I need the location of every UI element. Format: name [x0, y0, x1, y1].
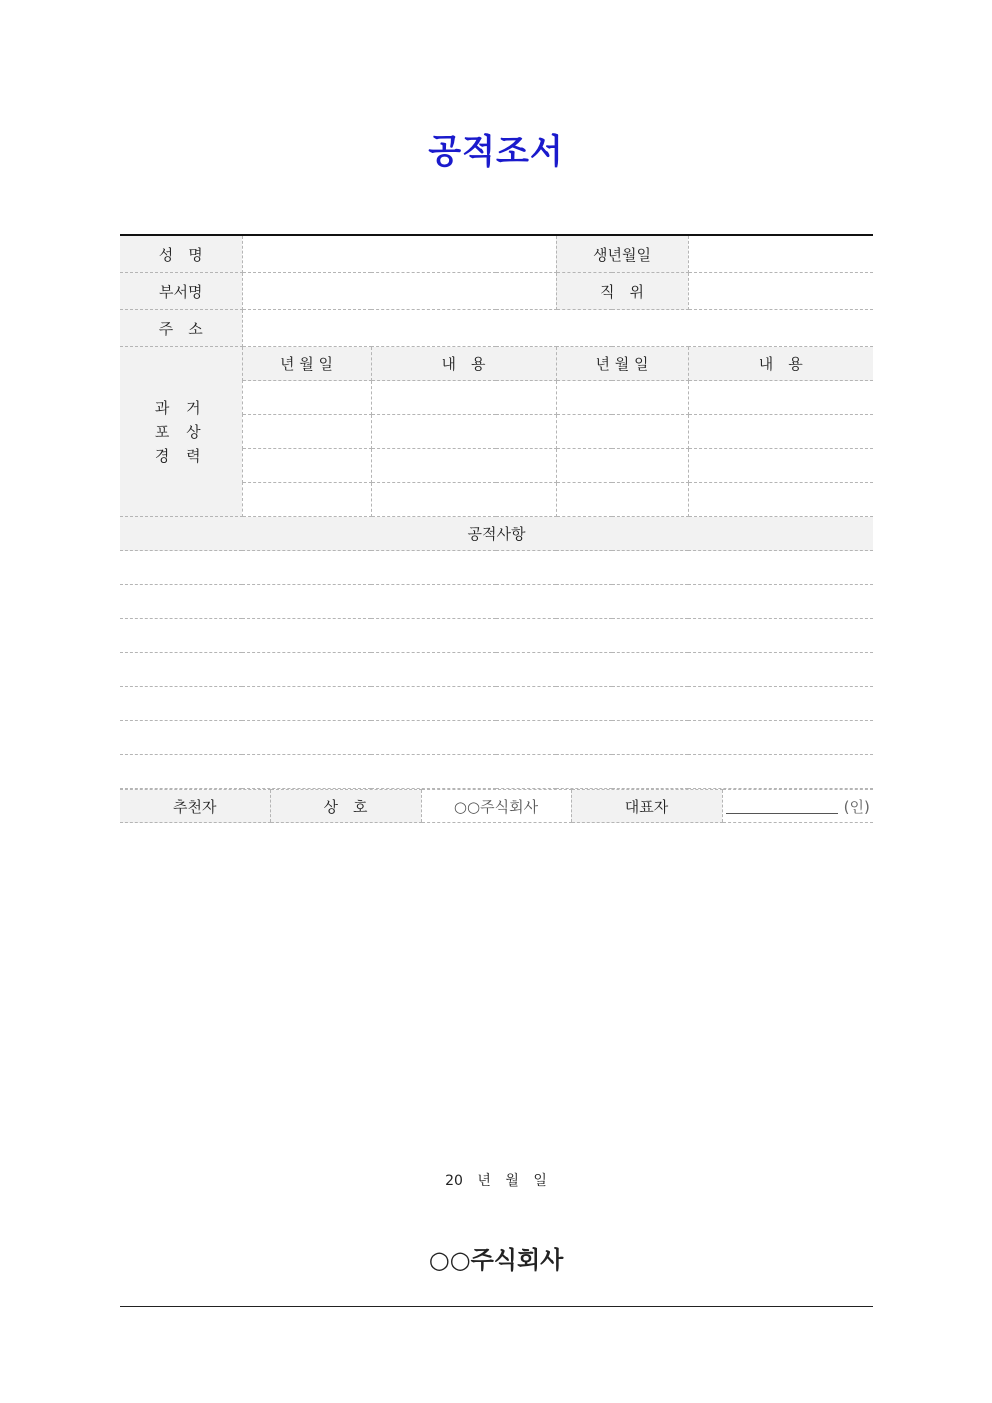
award-content-header: 내 용	[371, 347, 556, 381]
award-content-cell[interactable]	[688, 415, 873, 449]
award-date-cell[interactable]	[556, 483, 688, 517]
award-content-cell[interactable]	[688, 483, 873, 517]
merit-row[interactable]	[120, 687, 873, 721]
merit-header: 공적사항	[120, 517, 873, 551]
award-date-cell[interactable]	[556, 381, 688, 415]
award-label-line: 과 거	[154, 398, 207, 417]
position-label: 직 위	[556, 273, 688, 310]
merit-row[interactable]	[120, 755, 873, 789]
award-content-cell[interactable]	[371, 415, 556, 449]
representative-label: 대표자	[571, 790, 722, 823]
name-label: 성 명	[120, 235, 242, 273]
award-label-line: 경 력	[154, 446, 207, 465]
award-date-cell[interactable]	[556, 415, 688, 449]
merit-row[interactable]	[120, 619, 873, 653]
award-date-cell[interactable]	[242, 449, 371, 483]
birth-field[interactable]	[688, 235, 873, 273]
award-date-cell[interactable]	[242, 483, 371, 517]
birth-label: 생년월일	[556, 235, 688, 273]
award-content-cell[interactable]	[688, 381, 873, 415]
award-content-cell[interactable]	[371, 449, 556, 483]
award-content-header: 내 용	[688, 347, 873, 381]
award-date-cell[interactable]	[556, 449, 688, 483]
bottom-rule	[120, 1306, 873, 1307]
award-date-cell[interactable]	[242, 381, 371, 415]
dept-label: 부서명	[120, 273, 242, 310]
company-name-value[interactable]: ○○주식회사	[421, 790, 571, 823]
award-date-header: 년 월 일	[242, 347, 371, 381]
award-content-cell[interactable]	[688, 449, 873, 483]
company-footer: ○○주식회사	[428, 1246, 564, 1274]
award-label-line: 포 상	[154, 422, 207, 441]
award-content-cell[interactable]	[371, 381, 556, 415]
dept-field[interactable]	[242, 273, 556, 310]
date-line: 20 년 월 일	[445, 1173, 547, 1189]
recommender-label: 추천자	[120, 790, 270, 823]
merit-row[interactable]	[120, 585, 873, 619]
address-label: 주 소	[120, 310, 242, 347]
document-title: 공적조서	[428, 132, 564, 172]
signature-line[interactable]	[726, 799, 838, 814]
merit-row[interactable]	[120, 551, 873, 585]
merit-form-table	[120, 234, 873, 789]
representative-field[interactable]	[722, 790, 873, 823]
merit-row[interactable]	[120, 653, 873, 687]
recommender-table	[120, 789, 873, 823]
award-date-header: 년 월 일	[556, 347, 688, 381]
position-field[interactable]	[688, 273, 873, 310]
address-field[interactable]	[242, 310, 873, 347]
award-history-label	[120, 347, 242, 517]
name-field[interactable]	[242, 235, 556, 273]
award-content-cell[interactable]	[371, 483, 556, 517]
award-date-cell[interactable]	[242, 415, 371, 449]
seal-mark: (인)	[843, 797, 870, 816]
merit-row[interactable]	[120, 721, 873, 755]
company-name-label: 상 호	[270, 790, 421, 823]
